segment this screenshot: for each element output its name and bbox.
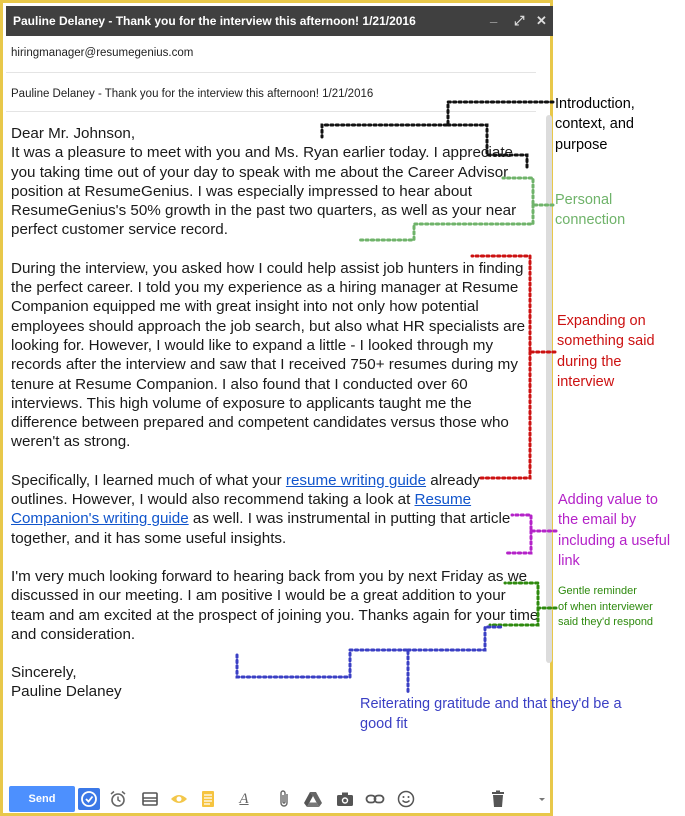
signature: Pauline Delaney: [11, 683, 122, 701]
reminder-connector: [490, 583, 556, 625]
annotation-line: purpose: [555, 136, 608, 153]
annotation-line: Personal: [555, 192, 613, 208]
annotation-line: something said: [557, 333, 655, 350]
intro-connector: [322, 102, 553, 168]
text-segment: Specifically, I learned much of what your: [11, 471, 286, 489]
text-segment: as well. I was instrumental in putting that article together, and it has some useful insights.: [11, 510, 511, 547]
annotation-line: Reiterating gratitude and that they'd be a: [360, 696, 622, 712]
annotation-line: Gentle reminder: [558, 585, 637, 597]
annotation-line: Expanding on: [557, 313, 646, 329]
recipient-field[interactable]: hiringmanager@resumegenius.com: [11, 47, 194, 59]
send-button[interactable]: Send: [9, 786, 75, 812]
subject-field[interactable]: Pauline Delaney - Thank you for the interview this afternoon! 1/21/2016: [11, 88, 374, 100]
companion-guide-link[interactable]: Resume Companion's writing guide: [11, 491, 472, 528]
annotation-line: the email by: [558, 512, 637, 529]
gratitude-connector: [237, 627, 503, 693]
annotation-line: said they'd respond: [558, 616, 654, 628]
annotation-line: during the: [557, 353, 622, 370]
expanding-connector: [472, 256, 555, 478]
annotation-line: connection: [555, 212, 626, 229]
annotation-line: link: [558, 552, 580, 569]
annotation-line: context, and: [555, 116, 634, 133]
annotation-line: interview: [557, 373, 615, 390]
value-connector: [505, 515, 556, 553]
formatting-icon[interactable]: A: [239, 791, 249, 807]
resume-guide-link[interactable]: resume writing guide: [285, 471, 427, 489]
annotation-line: good fit: [360, 716, 408, 733]
paragraph-closing: I'm very much looking forward to hearing back from you by next Friday as we discussed in our meeting. I am positive I would be a great addition to your team and am excited at the prospect of joining you. Thanks again for your time and consideration.: [11, 567, 539, 643]
annotation-line: Adding value to: [558, 492, 658, 508]
window-title: Pauline Delaney - Thank you for the interview this afternoon! 1/21/2016: [13, 14, 416, 28]
annotation-line: including a useful: [558, 532, 671, 549]
paragraph-opening: It was a pleasure to meet with you and Ms. Ryan earlier today. I appreciate you taking time out of your day to speak with me about the Career Advisor position at ResumeGenius. I was especially impressed to hear about ResumeGenius's 50% growth in the past two quarters, as well as your near perfect customer service record.: [11, 144, 517, 239]
close-icon[interactable]: ✕: [536, 13, 547, 28]
annotation-line: of when interviewer: [558, 600, 653, 613]
personal-connector: [358, 178, 553, 240]
text-segment: already outlines. However, I would also recommend taking a look at: [11, 471, 481, 509]
annotation-line: Introduction,: [555, 96, 635, 112]
closing: Sincerely,: [11, 664, 77, 682]
greeting: Dear Mr. Johnson,: [11, 125, 136, 142]
minimize-icon[interactable]: _: [490, 9, 498, 24]
paragraph-interview: During the interview, you asked how I could help assist job hunters in finding the perfect career. I told you my experience as a hiring manager at Resume Companion equipped me with great insight into not only how potential employees should approach the job search, but also what HR specialists are looking for. However, I would like to expand a little - I looked through my records after the interview and saw that I received 750+ resumes during my tenure at Resume Companion. I also found that I conducted over 60 interviews. This high volume of exposure to applicants taught me the difference between prepared and competent candidates versus those who weren't as strong.: [11, 259, 526, 451]
expand-icon[interactable]: ⤢: [514, 13, 525, 28]
